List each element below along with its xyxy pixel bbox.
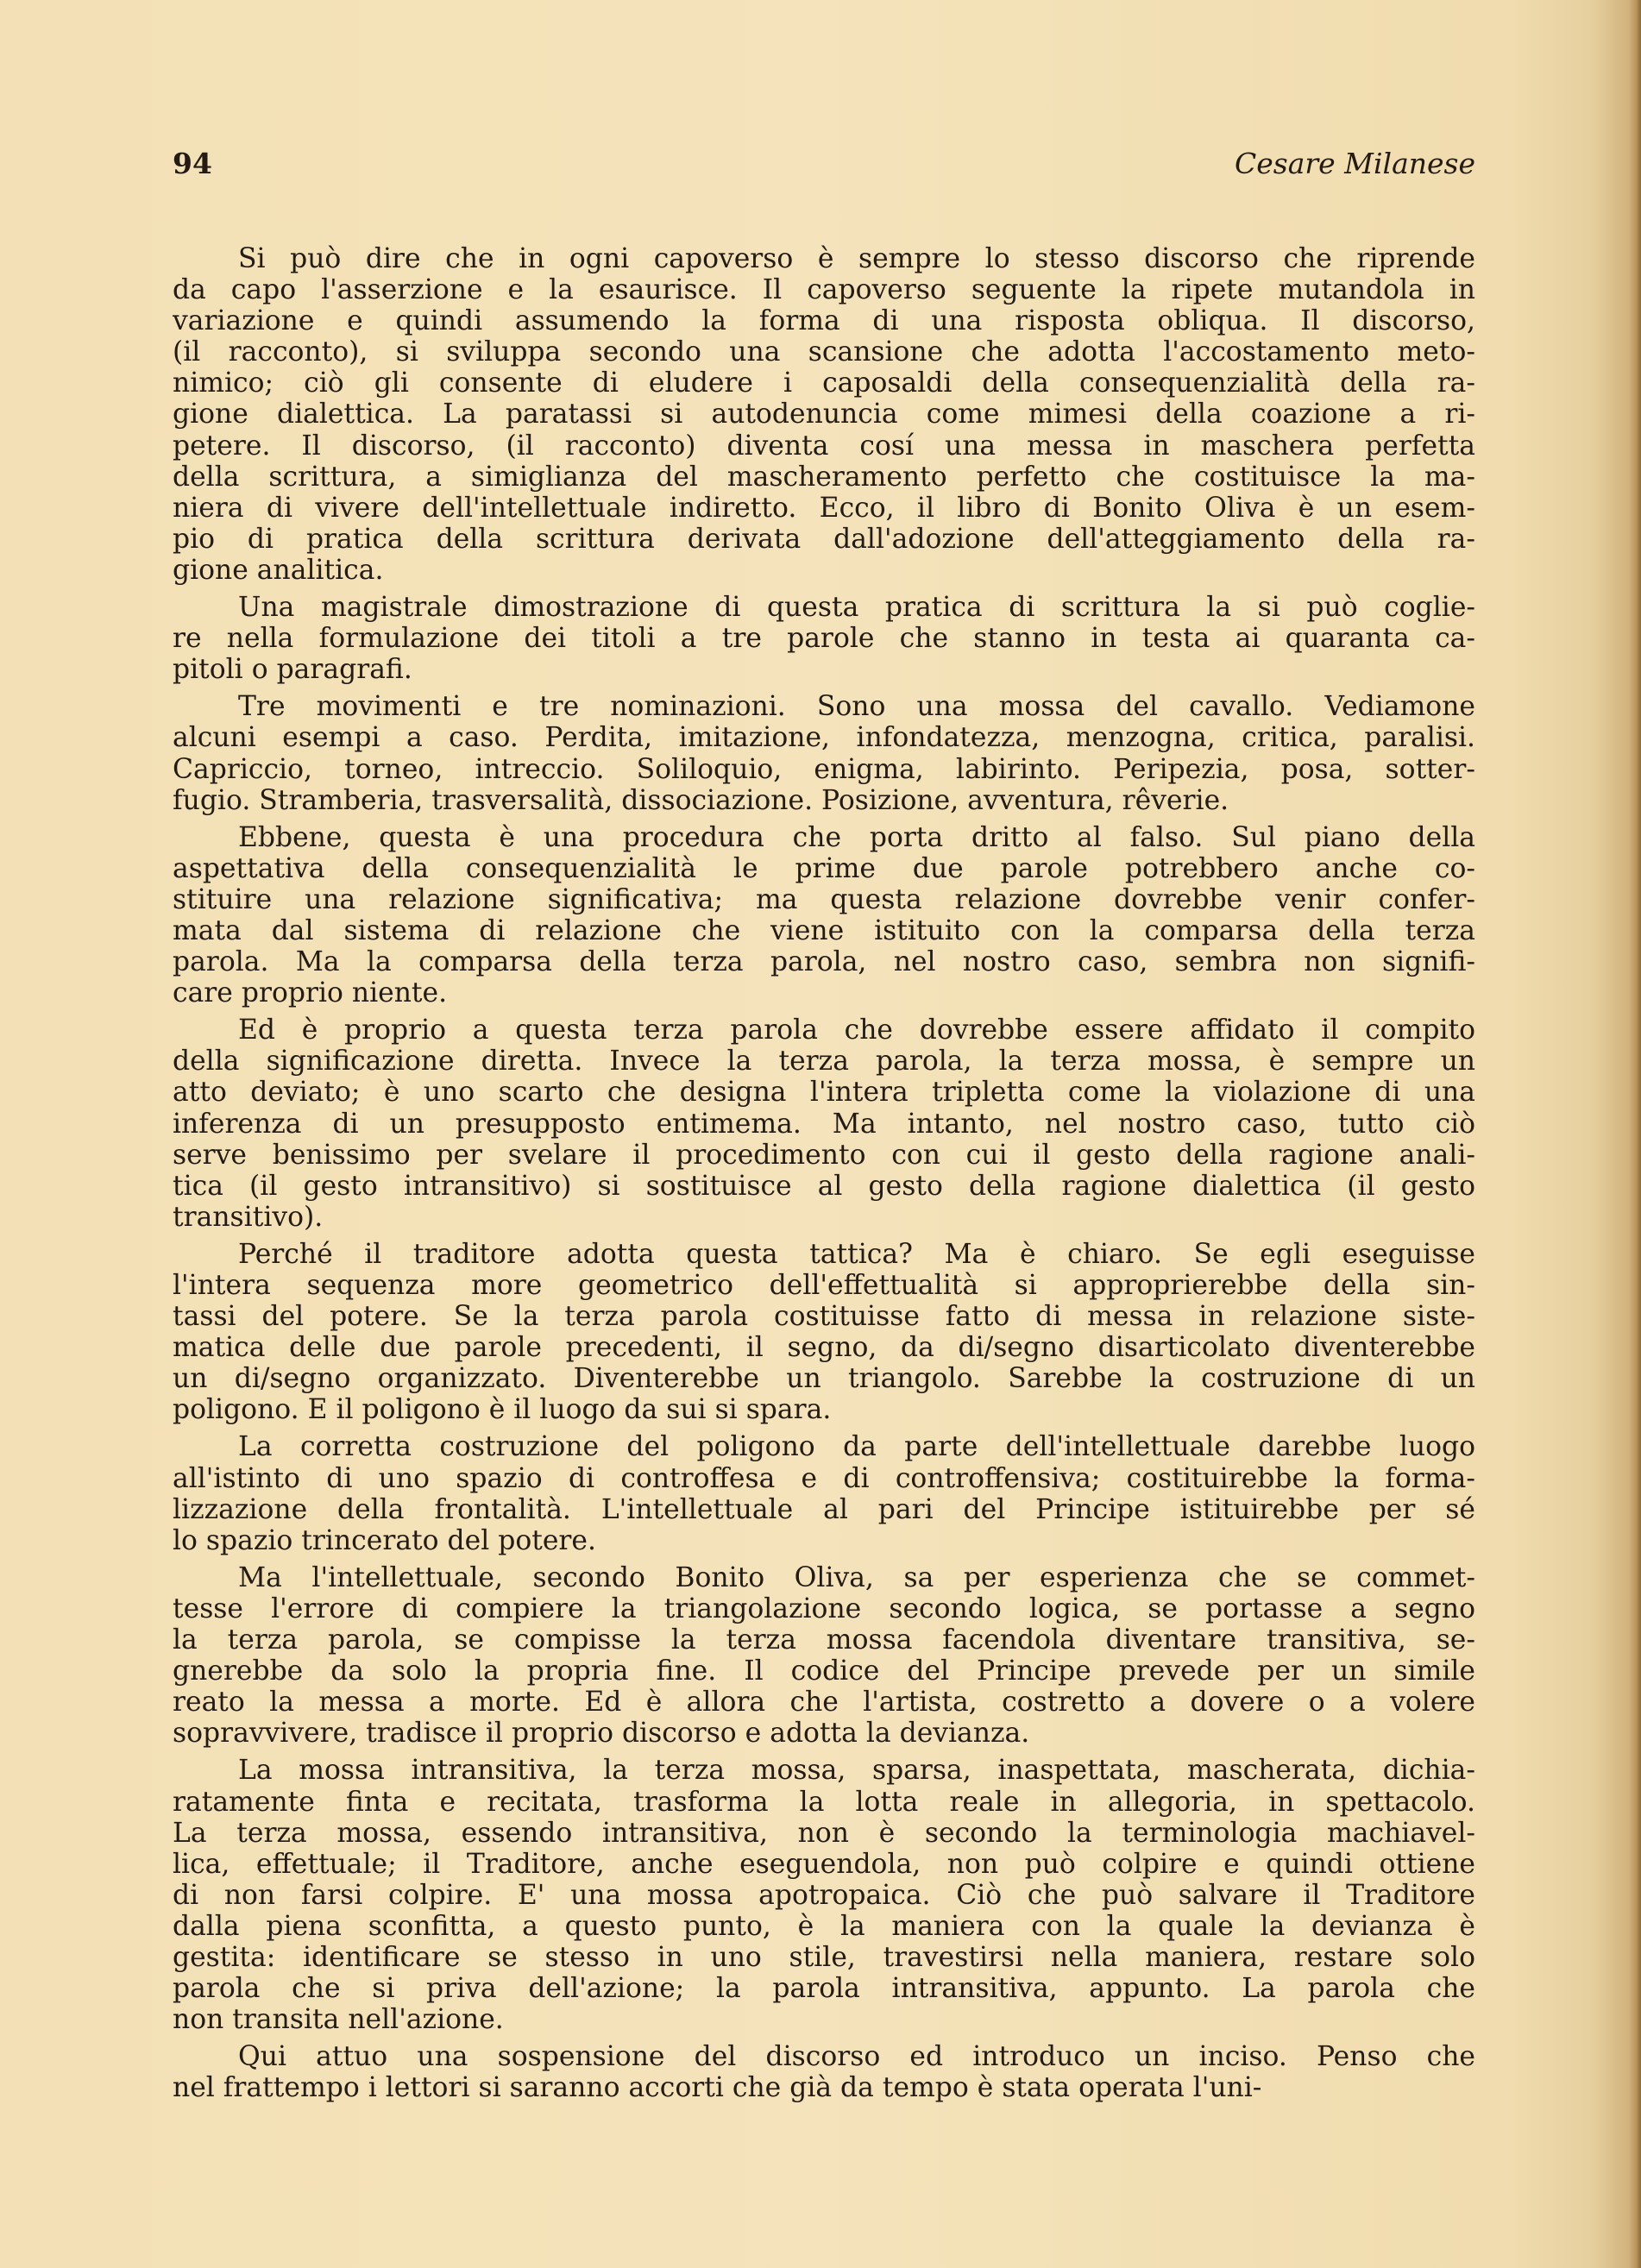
- text-line: (il racconto), si sviluppa secondo una scansione che adotta l'accostamento meto-: [173, 336, 1475, 368]
- text-line: transitivo).: [173, 1201, 324, 1233]
- paragraph-gap: [173, 816, 1475, 822]
- text-line: Capriccio, torneo, intreccio. Soliloquio, enigma, labirinto. Peripezia, posa, sotter-: [173, 753, 1475, 785]
- paragraph-gap: [173, 1425, 1475, 1431]
- text-line: atto deviato; è uno scarto che designa l'intera tripletta come la violazione di una: [173, 1077, 1475, 1109]
- text-line: tesse l'errore di compiere la triangolazione secondo logica, se portasse a segno: [173, 1593, 1475, 1624]
- text-line: La corretta costruzione del poligono da parte dell'intellettuale darebbe luogo: [238, 1431, 1475, 1463]
- paragraph-gap: [173, 586, 1475, 592]
- paragraph-gap: [173, 1008, 1475, 1015]
- paragraph: [173, 1562, 1475, 1750]
- text-line: Ed è proprio a questa terza parola che dovrebbe essere affidato il compito: [238, 1015, 1475, 1046]
- text-line: da capo l'asserzione e la esaurisce. Il capoverso seguente la ripete mutandola in: [173, 274, 1475, 306]
- text-line: Ebbene, questa è una procedura che porta dritto al falso. Sul piano della: [238, 821, 1475, 853]
- paragraph: [173, 243, 1475, 586]
- text-line: variazione e quindi assumendo la forma di una risposta obliqua. Il discorso,: [173, 305, 1475, 337]
- text-line: non transita nell'azione.: [173, 2004, 504, 2036]
- text-line: della scrittura, a simiglianza del mascheramento perfetto che costituisce la ma-: [173, 461, 1475, 493]
- paragraph-gap: [173, 1233, 1475, 1239]
- paragraph-gap: [173, 1749, 1475, 1755]
- text-line: Qui attuo una sospensione del discorso ed introduco un inciso. Penso che: [238, 2041, 1475, 2073]
- text-line: pitoli o paragrafi.: [173, 654, 412, 686]
- text-line: aspettativa della consequenzialità le prime due parole potrebbero anche co-: [173, 852, 1475, 884]
- paragraph: [173, 1431, 1475, 1555]
- text-line: lo spazio trincerato del potere.: [173, 1524, 596, 1556]
- paragraph: [173, 1015, 1475, 1233]
- text-line: Perché il traditore adotta questa tattica? Ma è chiaro. Se egli eseguisse: [238, 1238, 1475, 1270]
- text-line: dalla piena sconfitta, a questo punto, è la maniera con la quale la devianza è: [173, 1910, 1475, 1942]
- text-line: alcuni esempi a caso. Perdita, imitazione, infondatezza, menzogna, critica, paralisi.: [173, 722, 1475, 754]
- text-line: poligono. E il poligono è il luogo da sui si spara.: [173, 1394, 832, 1426]
- page-number: 94: [173, 147, 212, 180]
- text-line: La terza mossa, essendo intransitiva, non è secondo la terminologia machiavel-: [173, 1817, 1475, 1849]
- text-line: tassi del potere. Se la terza parola costituisse fatto di messa in relazione siste-: [173, 1301, 1475, 1333]
- text-line: Ma l'intellettuale, secondo Bonito Oliva, sa per esperienza che se commet-: [238, 1561, 1475, 1593]
- paragraph: [173, 822, 1475, 1009]
- text-line: parola. Ma la comparsa della terza parola, nel nostro caso, sembra non signifi-: [173, 946, 1475, 978]
- text-line: nel frattempo i lettori si saranno accorti che già da tempo è stata operata l'uni-: [173, 2072, 1262, 2104]
- text-line: lizzazione della frontalità. L'intellettuale al pari del Principe istituirebbe per sé: [173, 1493, 1475, 1525]
- paragraph-gap: [173, 685, 1475, 691]
- paragraph: [173, 1755, 1475, 2035]
- text-line: petere. Il discorso, (il racconto) diventa cosí una messa in maschera perfetta: [173, 430, 1475, 462]
- text-line: niera di vivere dell'intellettuale indiretto. Ecco, il libro di Bonito Oliva è un esem-: [173, 492, 1475, 524]
- text-line: serve benissimo per svelare il procedimento con cui il gesto della ragione anali-: [173, 1139, 1475, 1171]
- text-line: Tre movimenti e tre nominazioni. Sono una mossa del cavallo. Vediamone: [238, 691, 1475, 723]
- text-line: nimico; ciò gli consente di eludere i caposaldi della consequenzialità della ra-: [173, 368, 1475, 399]
- text-line: all'istinto di uno spazio di controffesa e di controffensiva; costituirebbe la forma-: [173, 1462, 1475, 1494]
- body-text: [173, 243, 1475, 2103]
- text-line: Si può dire che in ogni capoverso è sempre lo stesso discorso che riprende: [238, 243, 1475, 274]
- paragraph-gap: [173, 1556, 1475, 1562]
- text-line: re nella formulazione dei titoli a tre parole che stanno in testa ai quaranta ca-: [173, 623, 1475, 655]
- text-line: parola che si priva dell'azione; la parola intransitiva, appunto. La parola che: [173, 1973, 1475, 2005]
- text-line: lica, effettuale; il Traditore, anche eseguendola, non può colpire e quindi ottiene: [173, 1848, 1475, 1880]
- paragraph: [173, 1239, 1475, 1426]
- text-line: un di/segno organizzato. Diventerebbe un triangolo. Sarebbe la costruzione di un: [173, 1363, 1475, 1395]
- page-header: [173, 147, 1475, 190]
- text-line: Una magistrale dimostrazione di questa pratica di scrittura la si può coglie-: [238, 592, 1475, 624]
- text-line: fugio. Stramberia, trasversalità, dissociazione. Posizione, avventura, rêverie.: [173, 784, 1229, 816]
- text-line: ratamente finta e recitata, trasforma la lotta reale in allegoria, in spettacolo.: [173, 1786, 1475, 1818]
- page-edge-shadow: [1629, 0, 1641, 2268]
- text-line: care proprio niente.: [173, 977, 448, 1009]
- text-line: l'intera sequenza more geometrico dell'effettualità si approprierebbe della sin-: [173, 1270, 1475, 1301]
- paragraph-gap: [173, 2035, 1475, 2041]
- text-line: inferenza di un presupposto entimema. Ma intanto, nel nostro caso, tutto ciò: [173, 1108, 1475, 1140]
- text-line: mata dal sistema di relazione che viene istituito con la comparsa della terza: [173, 914, 1475, 946]
- text-line: pio di pratica della scrittura derivata dall'adozione dell'atteggiamento della ra-: [173, 523, 1475, 555]
- running-head-author: Cesare Milanese: [1234, 147, 1475, 180]
- text-line: sopravvivere, tradisce il proprio discorso e adotta la devianza.: [173, 1718, 1030, 1750]
- text-line: gnerebbe da solo la propria fine. Il codice del Principe prevede per un simile: [173, 1655, 1475, 1687]
- text-line: matica delle due parole precedenti, il segno, da di/segno disarticolato diventerebbe: [173, 1332, 1475, 1364]
- text-line: della significazione diretta. Invece la terza parola, la terza mossa, è sempre un: [173, 1046, 1475, 1077]
- paragraph: [173, 2041, 1475, 2103]
- text-line: di non farsi colpire. E' una mossa apotropaica. Ciò che può salvare il Traditore: [173, 1879, 1475, 1911]
- text-line: reato la messa a morte. Ed è allora che l'artista, costretto a dovere o a volere: [173, 1687, 1475, 1718]
- text-line: tica (il gesto intransitivo) si sostituisce al gesto della ragione dialettica (il gesto: [173, 1170, 1475, 1202]
- paragraph: [173, 592, 1475, 685]
- text-line: la terza parola, se compisse la terza mossa facendola diventare transitiva, se-: [173, 1624, 1475, 1656]
- text-line: gione dialettica. La paratassi si autodenuncia come mimesi della coazione a ri-: [173, 399, 1475, 430]
- paragraph: [173, 691, 1475, 815]
- text-line: gione analitica.: [173, 554, 384, 586]
- text-line: La mossa intransitiva, la terza mossa, sparsa, inaspettata, mascherata, dichia-: [238, 1755, 1475, 1787]
- text-line: stituire una relazione significativa; ma questa relazione dovrebbe venir confer-: [173, 883, 1475, 915]
- text-line: gestita: identificare se stesso in uno stile, travestirsi nella maniera, restare solo: [173, 1941, 1475, 1973]
